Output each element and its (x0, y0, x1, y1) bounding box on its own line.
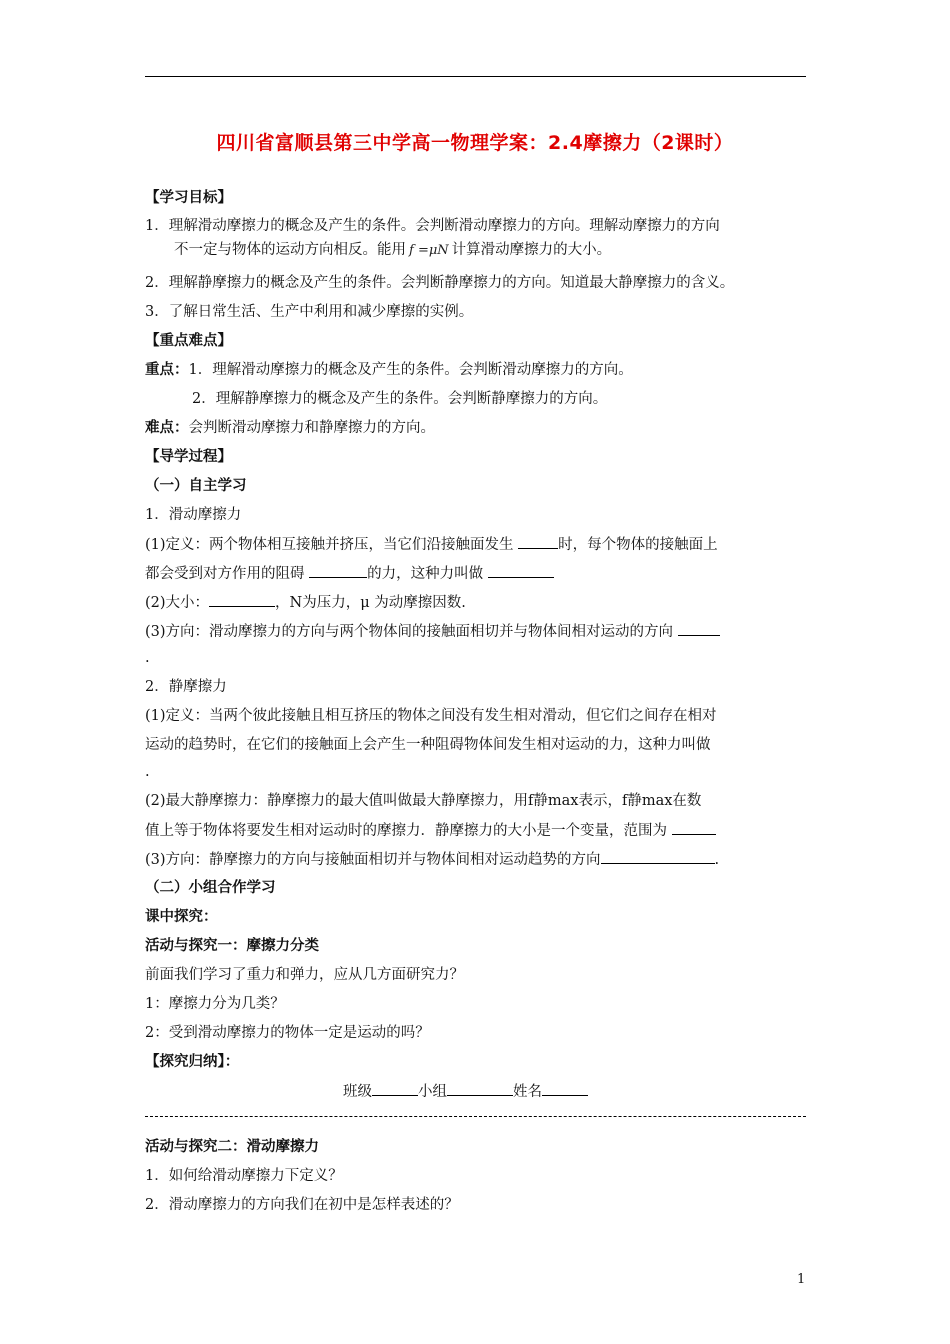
blank-static-range[interactable] (672, 820, 716, 835)
static-direction-dot: . (714, 852, 720, 868)
blank-sliding-direction[interactable] (678, 621, 720, 636)
dot-2: . (145, 764, 150, 780)
sliding-size-text-b: ，N为压力，μ 为动摩擦因数. (275, 595, 466, 611)
difficult-text: 会判断滑动摩擦力和静摩擦力的方向。 (188, 420, 435, 436)
name-field[interactable] (542, 1081, 588, 1096)
group-study-heading: （二）小组合作学习 (145, 880, 276, 896)
class-field[interactable] (372, 1081, 418, 1096)
activity-2-heading: 活动与探究二：滑动摩擦力 (145, 1139, 319, 1155)
static-max-line-2 (145, 820, 716, 841)
goal-1-text-a: 不一定与物体的运动方向相反。能用 (174, 242, 406, 258)
class-explore-heading: 课中探究： (145, 909, 218, 925)
blank-hinder[interactable] (309, 563, 367, 578)
static-definition-line-1: (1)定义：当两个彼此接触且相互挤压的物体之间没有发生相对滑动，但它们之间存在相对 (145, 708, 717, 724)
goal-3: 3．了解日常生活、生产中利用和减少摩擦的实例。 (145, 304, 474, 320)
activity-2-question-2: 2．滑动摩擦力的方向我们在初中是怎样表述的？ (145, 1197, 459, 1213)
static-direction-text: (3)方向：静摩擦力的方向与接触面相切并与物体间相对运动趋势的方向 (145, 852, 601, 868)
name-label: 姓名 (513, 1084, 542, 1100)
blank-force-name[interactable] (488, 563, 554, 578)
key-points-heading: 【重点难点】 (145, 333, 232, 349)
header-rule (145, 76, 806, 77)
key-point-2: 2．理解静摩擦力的概念及产生的条件。会判断静摩擦力的方向。 (192, 391, 608, 407)
goal-1-line-2 (174, 240, 611, 261)
key-point-1-text: 1．理解滑动摩擦力的概念及产生的条件。会判断滑动摩擦力的方向。 (188, 362, 633, 378)
goal-2: 2．理解静摩擦力的概念及产生的条件。会判断静摩擦力的方向。知道最大静摩擦力的含义。 (145, 275, 735, 291)
difficult-label: 难点： (145, 420, 189, 436)
sliding-definition-line-2 (145, 563, 554, 584)
friction-formula: f =μN (409, 243, 449, 258)
sliding-direction-text: (3)方向：滑动摩擦力的方向与两个物体间的接触面相切并与物体间相对运动的方向 (145, 624, 678, 640)
goals-heading: 【学习目标】 (145, 190, 232, 206)
static-max-line-1: (2)最大静摩擦力：静摩擦力的最大值叫做最大静摩擦力，用f静max表示，f静max在数 (145, 793, 702, 809)
sliding-size-text-a: (2)大小： (145, 595, 210, 611)
student-info-line (343, 1081, 588, 1102)
process-heading: 【导学过程】 (145, 449, 232, 465)
activity-1-question-2: 2：受到滑动摩擦力的物体一定是运动的吗？ (145, 1025, 430, 1041)
group-field[interactable] (447, 1081, 513, 1096)
sliding-direction (145, 621, 720, 642)
sliding-definition-text-a: (1)定义：两个物体相互接触并挤压，当它们沿接触面发生 (145, 537, 519, 553)
sliding-size (145, 592, 466, 613)
sliding-definition-text-c: 都会受到对方作用的阻碍 (145, 566, 310, 582)
cut-line (145, 1116, 806, 1117)
goal-1-line-1: 1．理解滑动摩擦力的概念及产生的条件。会判断滑动摩擦力的方向。理解动摩擦力的方向 (145, 218, 720, 234)
summary-heading: 【探究归纳】： (145, 1054, 240, 1070)
sliding-definition-text-d: 的力，这种力叫做 (367, 566, 488, 582)
static-definition-line-2: 运动的趋势时，在它们的接触面上会产生一种阻碍物体间发生相对运动的力，这种力叫做 (145, 737, 711, 753)
static-max-text: 值上等于物体将要发生相对运动时的摩擦力．静摩擦力的大小是一个变量，范围为 (145, 823, 672, 839)
blank-size-formula[interactable] (209, 592, 275, 607)
key-point-1 (145, 360, 633, 380)
activity-1-question-1: 1：摩擦力分为几类？ (145, 996, 285, 1012)
goal-1-text-b: 计算滑动摩擦力的大小。 (451, 242, 612, 258)
difficult-point (145, 418, 435, 438)
sliding-definition-text-b: 时，每个物体的接触面上 (558, 537, 718, 553)
key-label: 重点： (145, 362, 189, 378)
activity-1-question-0: 前面我们学习了重力和弹力，应从几方面研究力？ (145, 967, 464, 983)
page-number: 1 (797, 1272, 806, 1287)
blank-relative-motion[interactable] (518, 534, 558, 549)
class-label: 班级 (343, 1084, 372, 1100)
activity-1-heading: 活动与探究一：摩擦力分类 (145, 938, 319, 954)
document-title: 四川省富顺县第三中学高一物理学案：2.4摩擦力（2课时） (216, 132, 734, 154)
blank-static-direction[interactable] (601, 849, 715, 864)
self-study-heading: （一）自主学习 (145, 478, 247, 494)
sliding-definition-line-1 (145, 534, 718, 555)
activity-2-question-1: 1．如何给滑动摩擦力下定义？ (145, 1168, 343, 1184)
group-label: 小组 (418, 1084, 447, 1100)
dot-1: . (145, 650, 150, 666)
static-direction (145, 849, 719, 870)
static-friction-heading: 2．静摩擦力 (145, 679, 227, 695)
sliding-friction-heading: 1．滑动摩擦力 (145, 507, 242, 523)
